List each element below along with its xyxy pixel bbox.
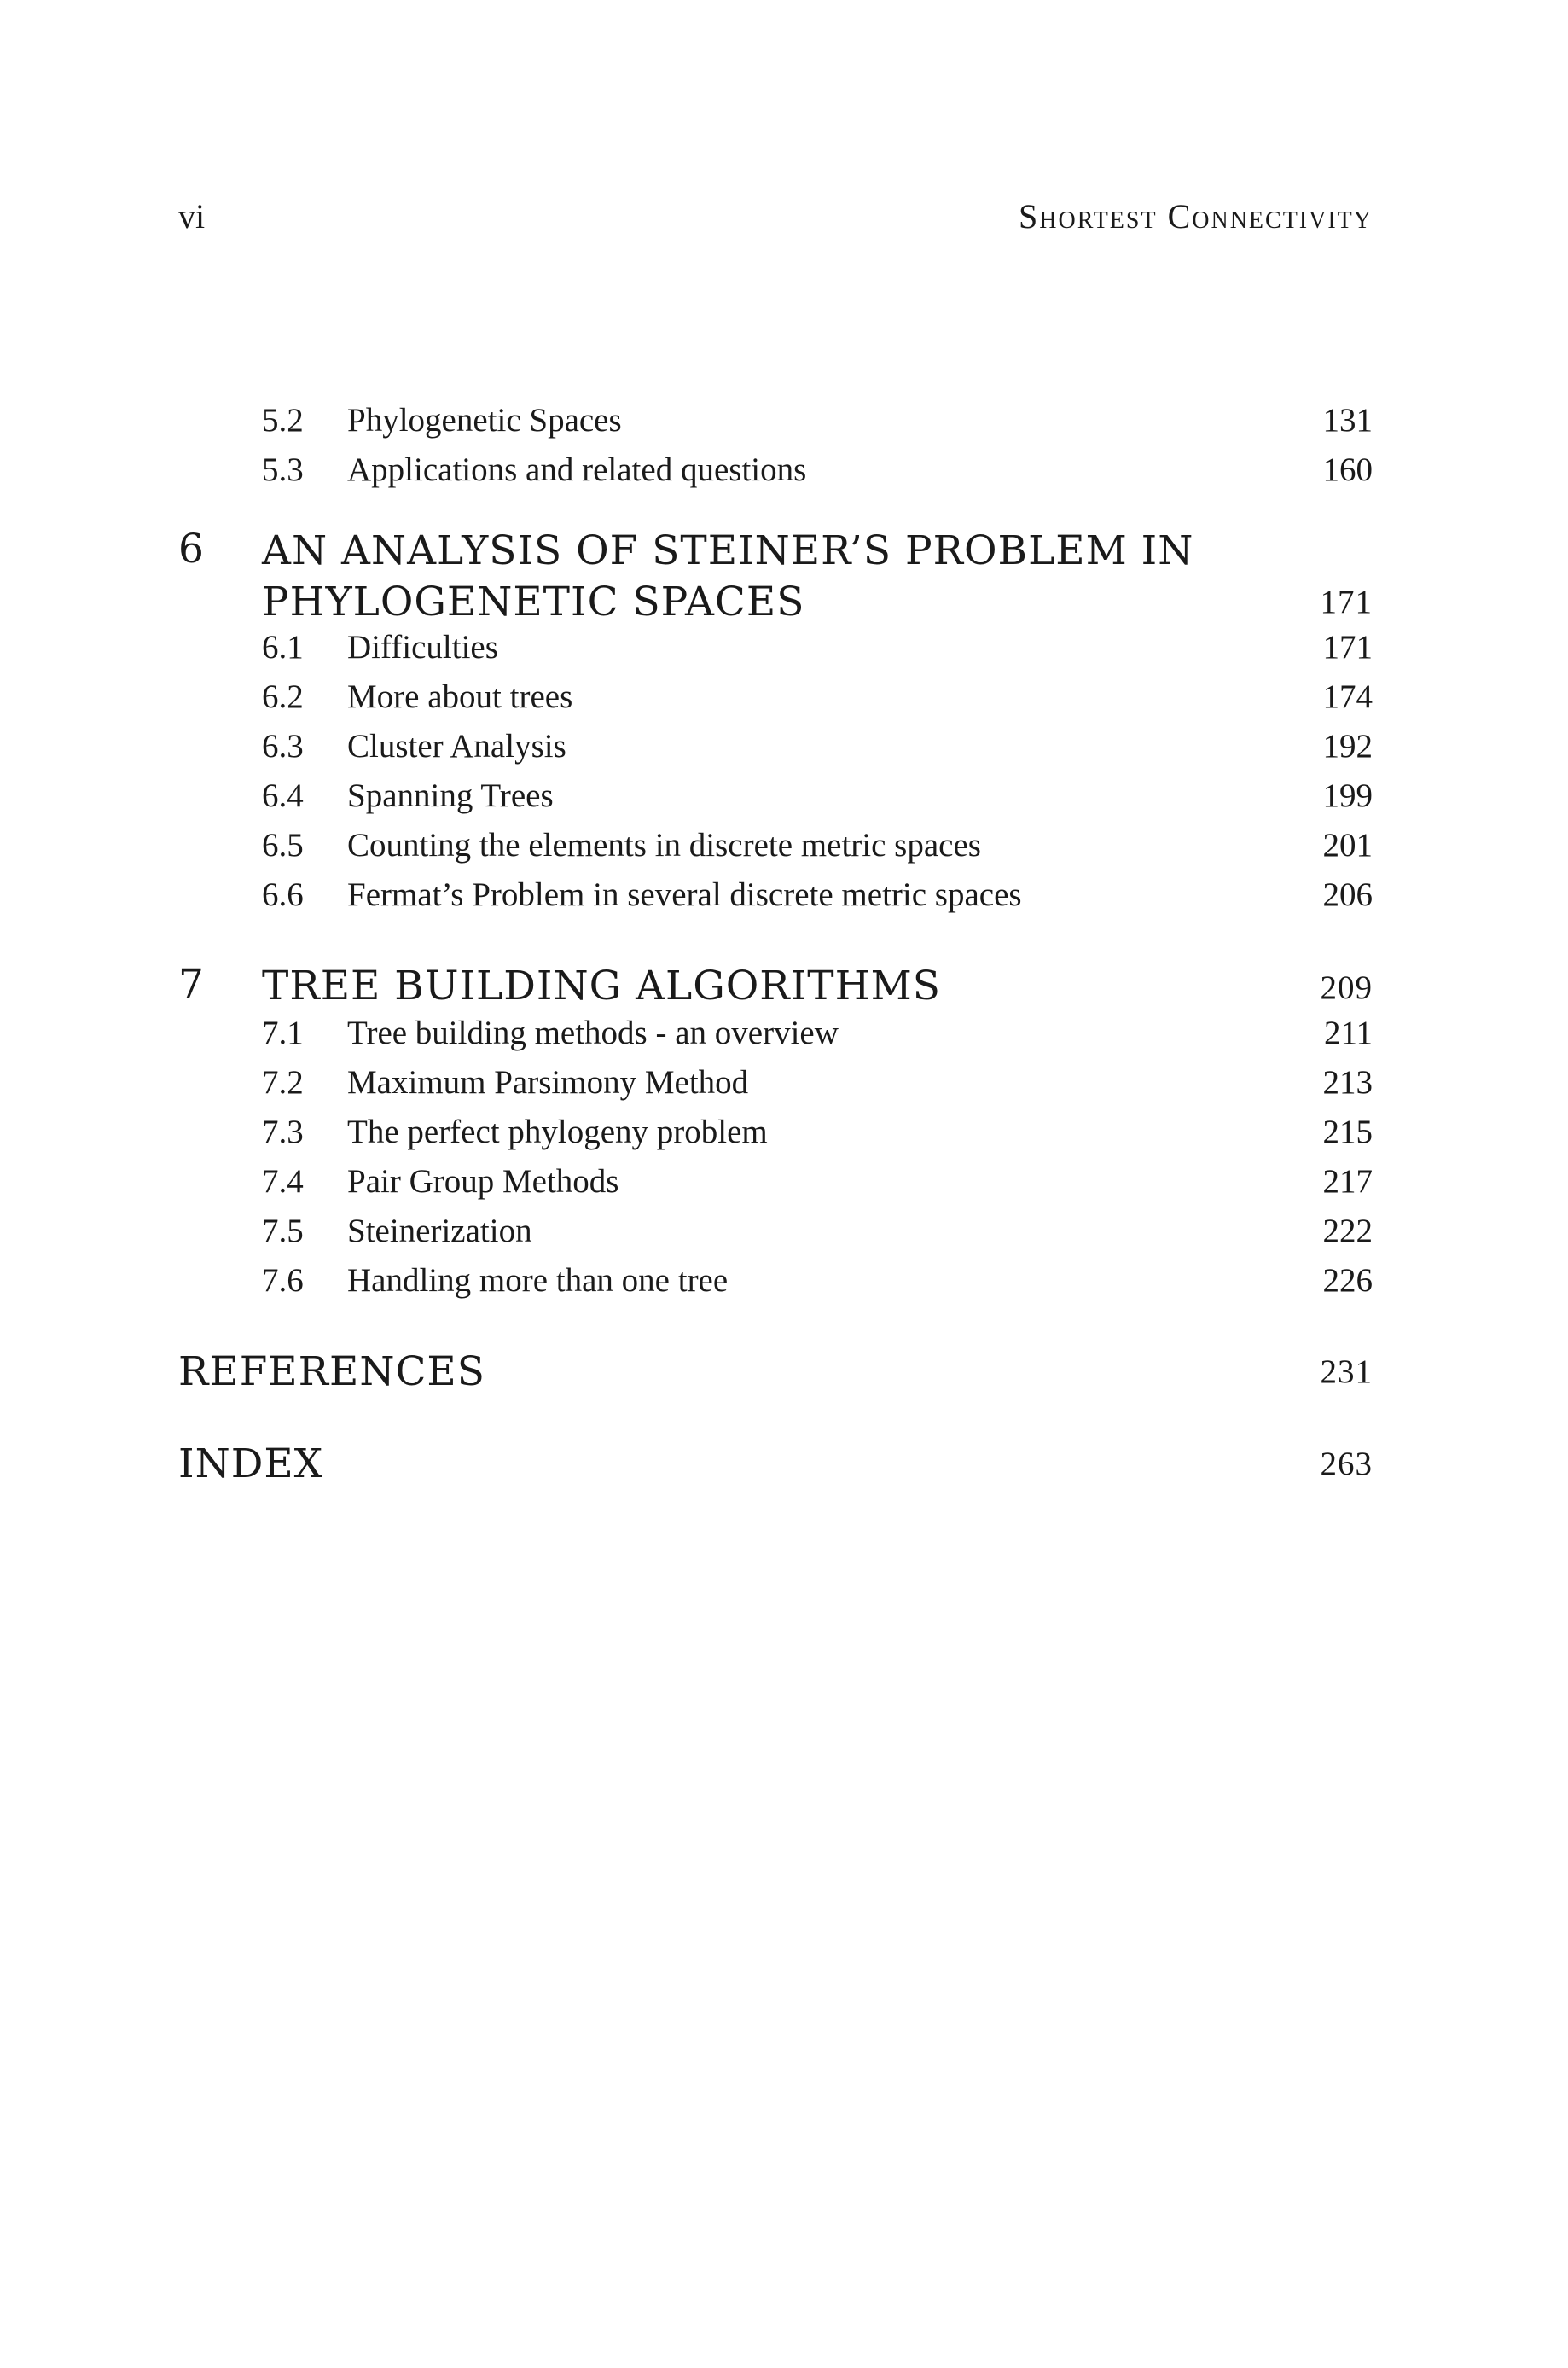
section-page: 192 xyxy=(1322,728,1373,765)
toc-section-5-2[interactable] xyxy=(178,401,1373,451)
section-number: 6.6 xyxy=(262,876,304,913)
back-matter-title: REFERENCES xyxy=(178,1348,485,1395)
toc-section-6-5[interactable] xyxy=(178,826,1373,876)
section-title: Difficulties xyxy=(347,629,498,666)
section-title: Maximum Parsimony Method xyxy=(347,1064,749,1101)
toc-references[interactable] xyxy=(178,1347,1373,1398)
section-page: 217 xyxy=(1322,1163,1373,1200)
section-page: 215 xyxy=(1322,1114,1373,1150)
running-head xyxy=(178,196,1373,247)
chapter-number: 7 xyxy=(178,961,205,1008)
chapter-number: 6 xyxy=(178,526,205,573)
back-matter-page: 263 xyxy=(1320,1446,1373,1482)
section-number: 5.3 xyxy=(262,451,304,488)
section-number: 6.1 xyxy=(262,629,304,666)
section-number: 6.4 xyxy=(262,777,304,814)
section-title: Pair Group Methods xyxy=(347,1163,619,1200)
section-page: 201 xyxy=(1322,827,1373,864)
toc-index[interactable] xyxy=(178,1439,1373,1490)
section-page: 174 xyxy=(1322,678,1373,715)
section-number: 7.2 xyxy=(262,1064,304,1101)
section-page: 171 xyxy=(1322,629,1373,666)
section-title: Cluster Analysis xyxy=(347,728,566,765)
back-matter-title: INDEX xyxy=(178,1440,324,1487)
toc-chapter-6[interactable] xyxy=(178,526,1373,628)
toc-section-6-3[interactable] xyxy=(178,727,1373,777)
section-number: 6.5 xyxy=(262,827,304,864)
section-title: More about trees xyxy=(347,678,573,715)
section-number: 7.1 xyxy=(262,1015,304,1051)
toc-section-7-6[interactable] xyxy=(178,1261,1373,1311)
section-number: 7.3 xyxy=(262,1114,304,1150)
section-page: 213 xyxy=(1322,1064,1373,1101)
chapter-page: 171 xyxy=(1320,584,1373,620)
toc-section-7-5[interactable] xyxy=(178,1212,1373,1261)
section-page: 206 xyxy=(1322,876,1373,913)
section-page: 222 xyxy=(1322,1213,1373,1249)
toc-section-6-4[interactable] xyxy=(178,777,1373,826)
section-title: Handling more than one tree xyxy=(347,1262,729,1299)
chapter-page: 209 xyxy=(1320,969,1373,1006)
section-page: 226 xyxy=(1322,1262,1373,1299)
page-folio: vi xyxy=(178,197,206,236)
toc-section-6-6[interactable] xyxy=(178,876,1373,925)
section-page: 211 xyxy=(1323,1015,1373,1051)
back-matter-page: 231 xyxy=(1320,1353,1373,1390)
toc-chapter-7[interactable] xyxy=(178,961,1373,1014)
section-page: 199 xyxy=(1322,777,1373,814)
toc-section-6-2[interactable] xyxy=(178,678,1373,727)
section-title: The perfect phylogeny problem xyxy=(347,1114,768,1150)
chapter-title: AN ANALYSIS OF STEINER’S PROBLEM IN PHYLOGENETIC SPACES xyxy=(262,527,1194,625)
section-number: 6.3 xyxy=(262,728,304,765)
section-page: 131 xyxy=(1322,402,1373,439)
section-title: Tree building methods - an overview xyxy=(347,1015,839,1051)
section-number: 7.5 xyxy=(262,1213,304,1249)
section-number: 6.2 xyxy=(262,678,304,715)
section-number: 7.4 xyxy=(262,1163,304,1200)
section-title: Counting the elements in discrete metric spaces xyxy=(347,827,981,864)
section-title: Steinerization xyxy=(347,1213,532,1249)
running-title: Shortest Connectivity xyxy=(1019,197,1373,236)
toc-section-7-4[interactable] xyxy=(178,1162,1373,1212)
section-title: Fermat’s Problem in several discrete metric spaces xyxy=(347,876,1022,913)
section-title: Phylogenetic Spaces xyxy=(347,402,622,439)
section-title: Applications and related questions xyxy=(347,451,807,488)
toc-section-7-2[interactable] xyxy=(178,1063,1373,1113)
table-of-contents xyxy=(178,401,1373,1490)
section-title: Spanning Trees xyxy=(347,777,554,814)
toc-section-6-1[interactable] xyxy=(178,628,1373,678)
section-page: 160 xyxy=(1322,451,1373,488)
toc-section-7-1[interactable] xyxy=(178,1014,1373,1063)
section-number: 7.6 xyxy=(262,1262,304,1299)
chapter-title: TREE BUILDING ALGORITHMS xyxy=(262,963,941,1009)
section-number: 5.2 xyxy=(262,402,304,439)
toc-section-5-3[interactable] xyxy=(178,451,1373,500)
toc-section-7-3[interactable] xyxy=(178,1113,1373,1162)
